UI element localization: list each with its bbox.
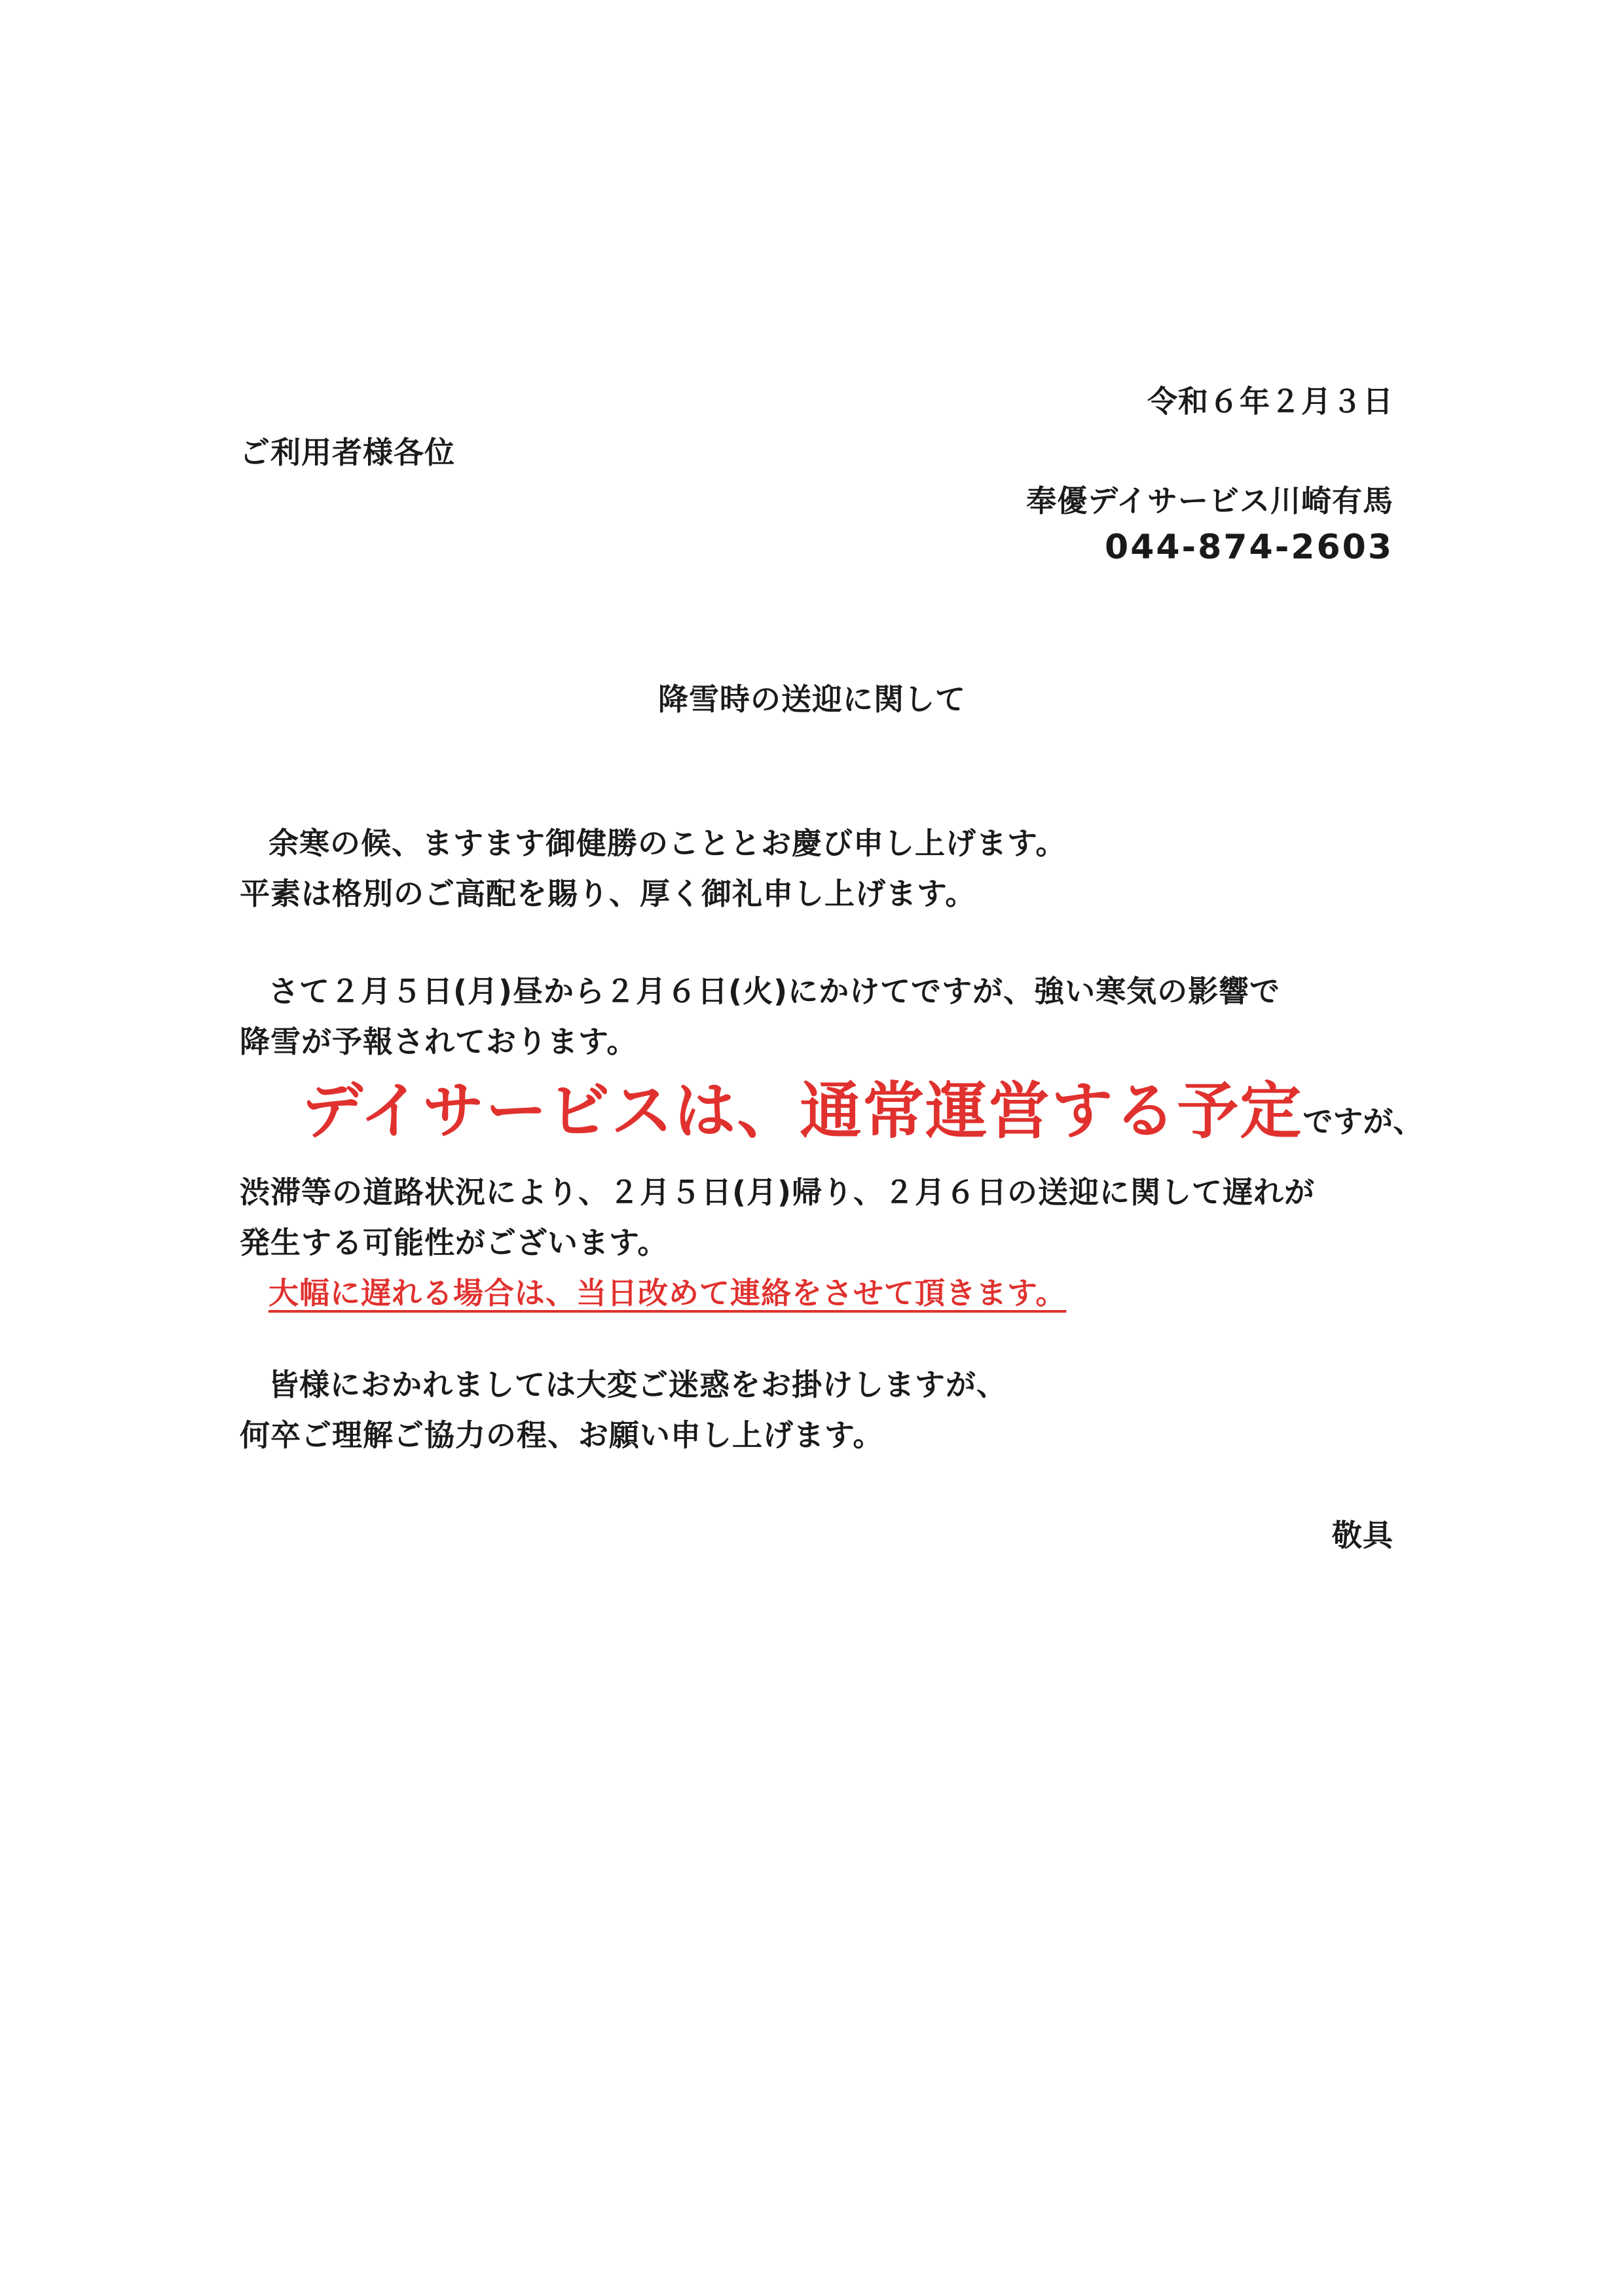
underlined-notice: 大幅に遅れる場合は、当日改めて連絡をさせて頂きます。 — [268, 1275, 1067, 1311]
paragraph-1-line-2: 平素は格別のご高配を賜り、厚く御礼申し上げます。 — [240, 876, 976, 911]
letter-title: 降雪時の送迎に関して — [658, 682, 966, 717]
highlight-announcement: デイサービスは、通常運営する予定 — [301, 1076, 1303, 1147]
sender-organization: 奉優デイサービス川崎有馬 — [1026, 483, 1393, 519]
paragraph-2-line-1: さて２月５日(月)昼から２月６日(火)にかけてですが、強い寒気の影響で — [268, 974, 1281, 1009]
paragraph-2-line-2: 降雪が予報されております。 — [240, 1024, 638, 1059]
sender-phone: 044-874-2603 — [1105, 528, 1393, 567]
highlight-tail: ですが、 — [1302, 1104, 1424, 1139]
paragraph-4-line-1: 皆様におかれましては大変ご迷惑をお掛けしますが、 — [268, 1367, 1007, 1402]
highlight-row — [301, 1072, 1423, 1151]
closing-remark: 敬具 — [1332, 1518, 1393, 1553]
paragraph-3-line-2: 発生する可能性がございます。 — [240, 1225, 669, 1260]
recipient-line: ご利用者様各位 — [240, 435, 455, 470]
letter-date: 令和６年２月３日 — [1147, 384, 1393, 419]
paragraph-3-line-1: 渋滞等の道路状況により、２月５日(月)帰り、２月６日の送迎に関して遅れが — [240, 1175, 1316, 1210]
paragraph-1-line-1: 余寒の候、ますます御健勝のこととお慶び申し上げます。 — [268, 826, 1067, 861]
paragraph-4-line-2: 何卒ご理解ご協力の程、お願い申し上げます。 — [240, 1417, 884, 1453]
